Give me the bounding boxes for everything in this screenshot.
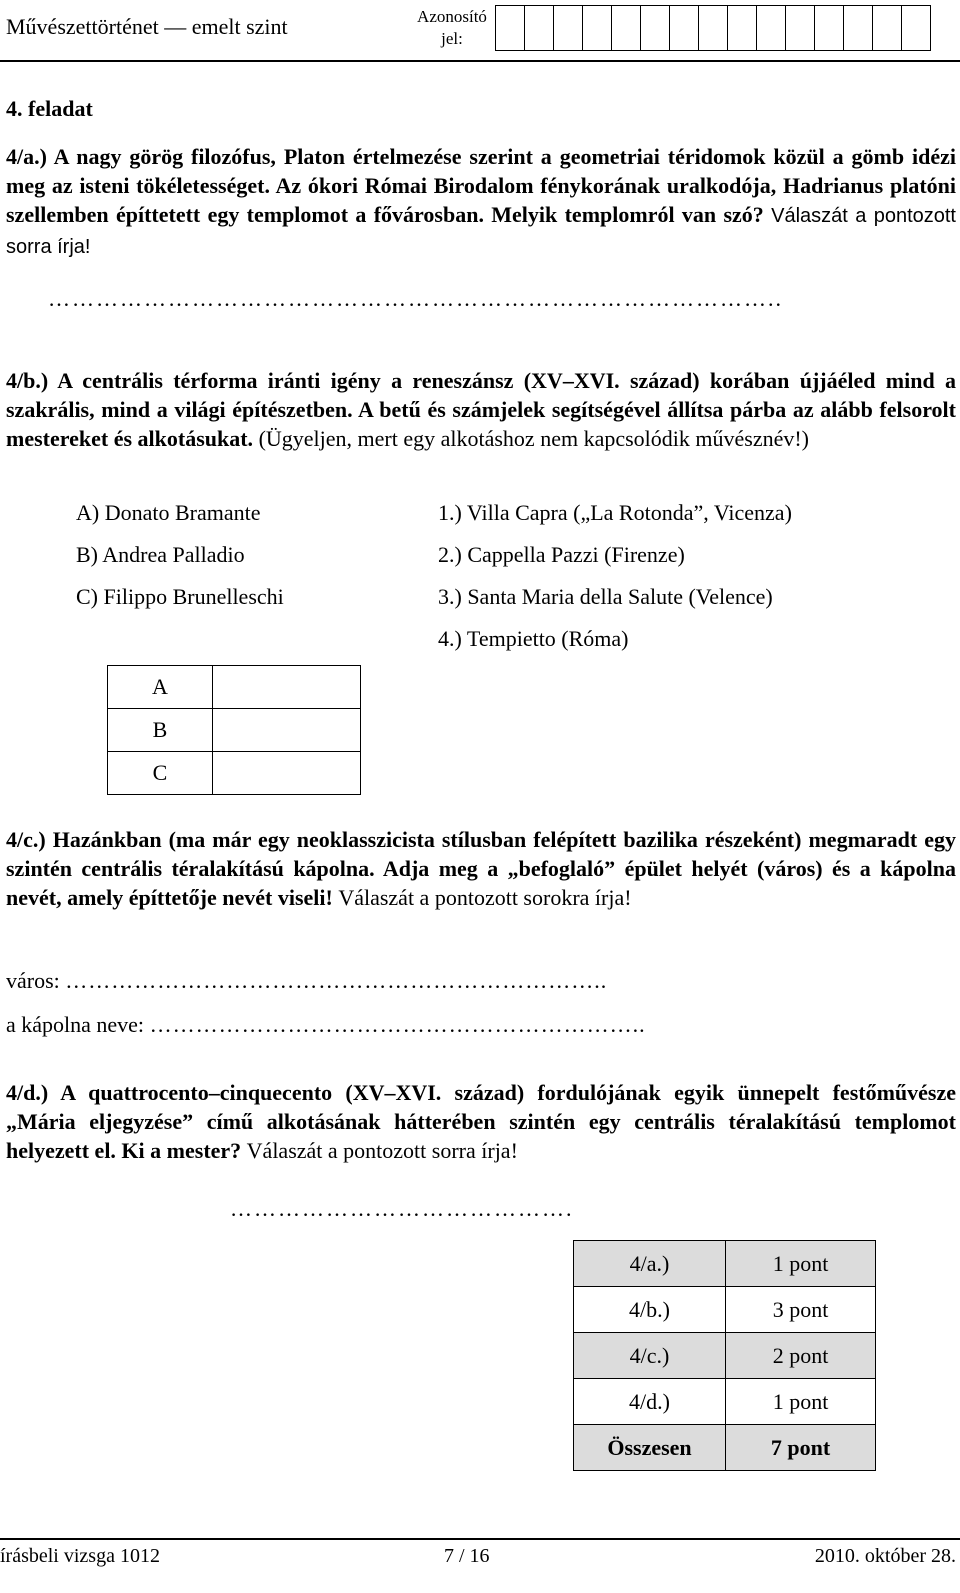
question-4c-number: 4/c.) (6, 827, 46, 852)
score-points: 2 pont (726, 1333, 876, 1379)
answer-label: B (108, 709, 213, 752)
id-boxes (496, 5, 931, 51)
chapel-label: a kápolna neve: (6, 1012, 145, 1037)
artist-item: A) Donato Bramante (76, 500, 261, 525)
table-row (574, 1379, 876, 1425)
question-4c (6, 825, 956, 912)
id-box[interactable] (495, 5, 525, 51)
artist-item: B) Andrea Palladio (76, 542, 245, 567)
answer-cell[interactable] (213, 752, 361, 795)
score-total-label: Összesen (574, 1425, 726, 1471)
work-list (438, 492, 792, 660)
answer-label: C (108, 752, 213, 795)
footer-page-number: 7 / 16 (444, 1545, 490, 1567)
matching-answer-table (107, 665, 361, 795)
answer-cell[interactable] (213, 666, 361, 709)
question-4b-number: 4/b.) (6, 368, 49, 393)
answer-cell[interactable] (213, 709, 361, 752)
question-4b (6, 366, 956, 453)
question-4b-text: A centrális térforma iránti igény a reneszánsz (XV–XVI. század) korában újjáéled mind a szakrális, mind a világi építészetben. A betű és számjelek segítségével állítsa párba az alább felsorolt mestereket és alkotásukat. (6, 368, 956, 451)
score-points: 1 pont (726, 1241, 876, 1287)
score-total-points: 7 pont (726, 1425, 876, 1471)
score-part: 4/a.) (574, 1241, 726, 1287)
id-box[interactable] (669, 5, 699, 51)
work-item: 2.) Cappella Pazzi (Firenze) (438, 542, 685, 567)
table-row (108, 709, 361, 752)
work-item: 4.) Tempietto (Róma) (438, 626, 629, 651)
task-title: 4. feladat (6, 96, 93, 121)
table-row-total (574, 1425, 876, 1471)
score-part: 4/b.) (574, 1287, 726, 1333)
artist-list (76, 492, 284, 618)
answer-line-city[interactable]: …………………………………………………………….. (65, 968, 608, 993)
table-row (108, 666, 361, 709)
answer-line-4a[interactable]: ……………………………………………………………………………….. (48, 286, 783, 311)
question-4a-instruction: Válaszát a pontozott sorra írja! (6, 205, 956, 258)
id-box[interactable] (582, 5, 612, 51)
score-table (573, 1240, 876, 1471)
header-title: Művészettörténet — emelt szint (6, 14, 288, 39)
question-4c-instruction: Válaszát a pontozott sorokra írja! (338, 885, 632, 910)
header-rule (0, 60, 960, 62)
id-box[interactable] (698, 5, 728, 51)
city-answer (6, 968, 956, 994)
question-4d-text: A quattrocento–cinquecento (XV–XVI. század) fordulójának egyik ünnepelt festőművésze „Mária eljegyzése” című alkotásának hátterében szintén egy centrális téralakítású templomot helyezett el. Ki a mester? (6, 1080, 957, 1163)
table-row (574, 1333, 876, 1379)
table-row (574, 1287, 876, 1333)
id-box[interactable] (611, 5, 641, 51)
id-box[interactable] (727, 5, 757, 51)
chapel-answer (6, 1012, 956, 1038)
question-4d-instruction: Válaszát a pontozott sorra írja! (246, 1138, 518, 1163)
id-box[interactable] (524, 5, 554, 51)
question-4d (6, 1078, 956, 1165)
score-part: 4/c.) (574, 1333, 726, 1379)
footer-date: 2010. október 28. (814, 1545, 956, 1567)
id-box[interactable] (640, 5, 670, 51)
id-label: Azonosító jel: (417, 7, 487, 48)
city-label: város: (6, 968, 60, 993)
question-4a-number: 4/a.) (6, 144, 47, 169)
score-points: 1 pont (726, 1379, 876, 1425)
question-4c-text: Hazánkban (ma már egy neoklasszicista stílusban felépített bazilika részeként) megmaradt egy szintén centrális téralakítású kápolna. Adja meg a „befoglaló” épület helyét (város) és a kápolna nevét, amely építtetője nevét viseli! (6, 827, 957, 910)
score-points: 3 pont (726, 1287, 876, 1333)
work-item: 1.) Villa Capra („La Rotonda”, Vicenza) (438, 500, 792, 525)
answer-line-chapel[interactable]: ……………………………………………………….. (149, 1012, 646, 1037)
question-4a-text: A nagy görög filozófus, Platon értelmezése szerint a geometriai téridomok közül a gömb idézi meg az isteni tökéletességet. Az ókori Római Birodalom fénykorának uralkodója, Hadrianus platóni szellemben építtetett egy templomot a fővárosban. Melyik templomról van szó? (6, 144, 956, 227)
work-item: 3.) Santa Maria della Salute (Velence) (438, 584, 773, 609)
id-box[interactable] (756, 5, 786, 51)
footer-exam-code: írásbeli vizsga 1012 (0, 1545, 160, 1567)
question-4d-number: 4/d.) (6, 1080, 49, 1105)
id-box[interactable] (814, 5, 844, 51)
artist-item: C) Filippo Brunelleschi (76, 584, 284, 609)
footer-rule (0, 1538, 960, 1540)
id-box[interactable] (901, 5, 931, 51)
answer-label: A (108, 666, 213, 709)
id-box[interactable] (843, 5, 873, 51)
table-row (574, 1241, 876, 1287)
id-box[interactable] (553, 5, 583, 51)
question-4a (6, 142, 956, 262)
answer-line-4d[interactable]: ……………………………………. (230, 1196, 574, 1221)
score-part: 4/d.) (574, 1379, 726, 1425)
question-4b-instruction: (Ügyeljen, mert egy alkotáshoz nem kapcsolódik művésznév!) (258, 426, 810, 451)
table-row (108, 752, 361, 795)
id-box[interactable] (872, 5, 902, 51)
id-box[interactable] (785, 5, 815, 51)
